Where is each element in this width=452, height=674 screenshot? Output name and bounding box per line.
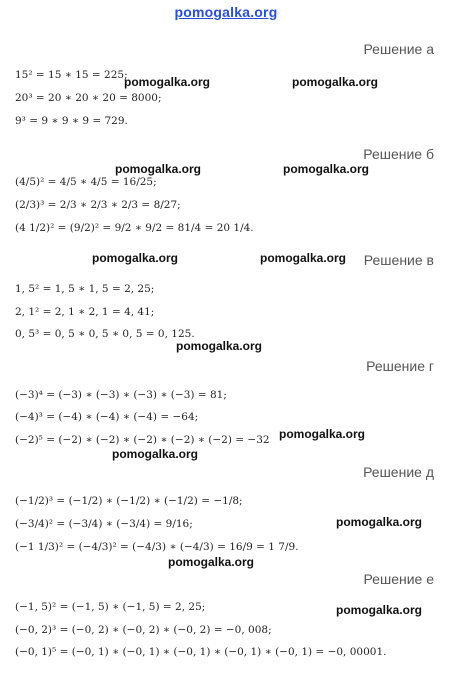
equation-line: (−1 1/3)² = (−4/3)² = (−4/3) ∗ (−4/3) = 16/9 = 1 7/9.: [15, 541, 299, 553]
equation-line: (−2)⁵ = (−2) ∗ (−2) ∗ (−2) ∗ (−2) ∗ (−2) = −32: [15, 434, 270, 446]
watermark: pomogalka.org: [292, 75, 379, 89]
section-heading-b: Решение б: [363, 146, 434, 162]
section-heading-e: Решение е: [363, 571, 434, 587]
watermark: pomogalka.org: [115, 162, 202, 176]
equation-line: 0, 5³ = 0, 5 ∗ 0, 5 ∗ 0, 5 = 0, 125.: [15, 328, 195, 340]
equation-line: (−0, 2)³ = (−0, 2) ∗ (−0, 2) ∗ (−0, 2) = −0, 008;: [15, 624, 272, 636]
section-heading-d: Решение д: [363, 464, 434, 480]
watermark: pomogalka.org: [260, 251, 347, 265]
watermark: pomogalka.org: [112, 447, 199, 461]
equation-line: (−4)³ = (−4) ∗ (−4) ∗ (−4) = −64;: [15, 411, 199, 423]
section-heading-v: Решение в: [363, 252, 434, 268]
watermark: pomogalka.org: [283, 162, 370, 176]
watermark: pomogalka.org: [176, 339, 263, 353]
watermark: pomogalka.org: [336, 603, 423, 617]
watermark: pomogalka.org: [168, 555, 255, 569]
equation-line: (4 1/2)² = (9/2)² = 9/2 ∗ 9/2 = 81/4 = 20 1/4.: [15, 222, 254, 234]
equation-line: (−1/2)³ = (−1/2) ∗ (−1/2) ∗ (−1/2) = −1/8;: [15, 495, 243, 507]
section-heading-g: Решение г: [366, 358, 434, 374]
equation-line: 9³ = 9 ∗ 9 ∗ 9 = 729.: [15, 115, 128, 127]
equation-line: (−3)⁴ = (−3) ∗ (−3) ∗ (−3) ∗ (−3) = 81;: [15, 389, 227, 401]
equation-line: (4/5)² = 4/5 ∗ 4/5 = 16/25;: [15, 176, 157, 188]
site-logo[interactable]: pomogalka.org: [174, 4, 278, 20]
equation-line: 2, 1² = 2, 1 ∗ 2, 1 = 4, 41;: [15, 306, 155, 318]
equation-line: (−0, 1)⁵ = (−0, 1) ∗ (−0, 1) ∗ (−0, 1) ∗ (−0, 1) ∗ (−0, 1) = −0, 00001.: [15, 646, 387, 658]
equation-line: (2/3)³ = 2/3 ∗ 2/3 ∗ 2/3 = 8/27;: [15, 199, 181, 211]
watermark: pomogalka.org: [279, 427, 366, 441]
watermark: pomogalka.org: [124, 75, 211, 89]
watermark: pomogalka.org: [336, 515, 423, 529]
equation-line: 20³ = 20 ∗ 20 ∗ 20 = 8000;: [15, 92, 162, 104]
equation-line: 15² = 15 ∗ 15 = 225;: [15, 69, 128, 81]
equation-line: (−1, 5)² = (−1, 5) ∗ (−1, 5) = 2, 25;: [15, 601, 206, 613]
section-heading-a: Решение а: [363, 41, 434, 57]
equation-line: 1, 5² = 1, 5 ∗ 1, 5 = 2, 25;: [15, 283, 155, 295]
equation-line: (−3/4)² = (−3/4) ∗ (−3/4) = 9/16;: [15, 518, 193, 530]
watermark: pomogalka.org: [92, 251, 179, 265]
